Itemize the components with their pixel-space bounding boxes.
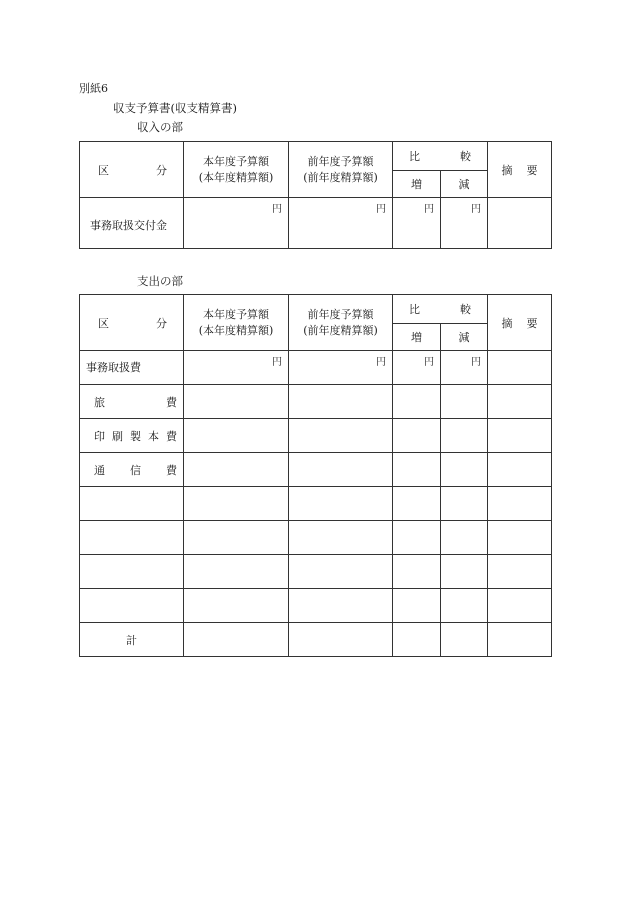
amount-cell — [184, 555, 289, 589]
row-label: 通 信 費 — [80, 453, 184, 487]
summary-cell — [488, 419, 552, 453]
table-row — [80, 198, 552, 249]
header-prior-budget: 前年度予算額 (前年度精算額) — [289, 142, 393, 198]
summary-cell — [488, 453, 552, 487]
amount-cell — [441, 589, 488, 623]
amount-cell — [393, 521, 441, 555]
row-label: 旅 費 — [80, 385, 184, 419]
summary-cell — [488, 521, 552, 555]
header-summary: 摘 要 — [488, 295, 552, 351]
amount-cell — [184, 487, 289, 521]
amount-cell — [184, 419, 289, 453]
amount-cell: 円 — [289, 198, 393, 249]
row-label — [80, 555, 184, 589]
amount-cell — [289, 589, 393, 623]
amount-cell — [289, 555, 393, 589]
header-category-char: 分 — [156, 163, 167, 177]
total-row — [80, 623, 552, 657]
header-comparison: 比 較 — [393, 295, 488, 324]
amount-cell: 円 — [441, 198, 488, 249]
amount-cell — [393, 487, 441, 521]
amount-cell: 円 — [441, 351, 488, 385]
amount-cell — [393, 623, 441, 657]
amount-cell — [289, 487, 393, 521]
table-row — [80, 453, 552, 487]
header-decrease: 減 — [441, 324, 488, 351]
expense-table — [79, 294, 552, 657]
amount-cell: 円 — [393, 351, 441, 385]
amount-cell — [441, 555, 488, 589]
header-current-budget: 本年度予算額 (本年度精算額) — [184, 142, 289, 198]
summary-cell — [488, 351, 552, 385]
summary-cell — [488, 623, 552, 657]
document-title: 収支予算書(収支精算書) — [113, 101, 237, 115]
row-label: 印 刷 製 本 費 — [80, 419, 184, 453]
table-row — [80, 555, 552, 589]
header-comparison: 比 較 — [393, 142, 488, 171]
header-decrease: 減 — [441, 171, 488, 198]
table-row — [80, 419, 552, 453]
header-category — [80, 142, 184, 198]
header-increase: 増 — [393, 324, 441, 351]
row-label: 事務取扱交付金 — [80, 198, 184, 249]
amount-cell: 円 — [393, 198, 441, 249]
summary-cell — [488, 198, 552, 249]
amount-cell — [393, 385, 441, 419]
amount-cell — [184, 623, 289, 657]
amount-cell — [289, 453, 393, 487]
income-section-title: 収入の部 — [137, 120, 183, 134]
amount-cell — [441, 385, 488, 419]
table-row — [80, 487, 552, 521]
table-row — [80, 589, 552, 623]
amount-cell — [184, 589, 289, 623]
header-current-budget: 本年度予算額 (本年度精算額) — [184, 295, 289, 351]
amount-cell — [441, 521, 488, 555]
table-row — [80, 385, 552, 419]
amount-cell — [393, 453, 441, 487]
row-label — [80, 487, 184, 521]
summary-cell — [488, 589, 552, 623]
summary-cell — [488, 555, 552, 589]
amount-cell: 円 — [184, 198, 289, 249]
header-category-char: 区 — [98, 163, 109, 177]
header-increase: 増 — [393, 171, 441, 198]
header-category: 区 分 — [80, 295, 184, 351]
amount-cell — [393, 419, 441, 453]
amount-cell: 円 — [184, 351, 289, 385]
row-label — [80, 589, 184, 623]
amount-cell — [289, 623, 393, 657]
amount-cell — [441, 453, 488, 487]
summary-cell — [488, 487, 552, 521]
amount-cell — [441, 623, 488, 657]
header-summary: 摘 要 — [488, 142, 552, 198]
amount-cell: 円 — [289, 351, 393, 385]
table-row — [80, 521, 552, 555]
summary-cell — [488, 385, 552, 419]
amount-cell — [289, 419, 393, 453]
amount-cell — [441, 419, 488, 453]
header-prior-budget: 前年度予算額 (前年度精算額) — [289, 295, 393, 351]
table-row — [80, 351, 552, 385]
amount-cell — [184, 453, 289, 487]
total-label: 計 — [80, 623, 184, 657]
expense-section-title: 支出の部 — [137, 274, 183, 288]
amount-cell — [184, 385, 289, 419]
amount-cell — [441, 487, 488, 521]
amount-cell — [393, 555, 441, 589]
amount-cell — [393, 589, 441, 623]
amount-cell — [289, 521, 393, 555]
amount-cell — [184, 521, 289, 555]
row-label — [80, 521, 184, 555]
income-table — [79, 141, 552, 249]
appendix-label: 別紙6 — [79, 82, 108, 95]
row-label: 事務取扱費 — [80, 351, 184, 385]
amount-cell — [289, 385, 393, 419]
